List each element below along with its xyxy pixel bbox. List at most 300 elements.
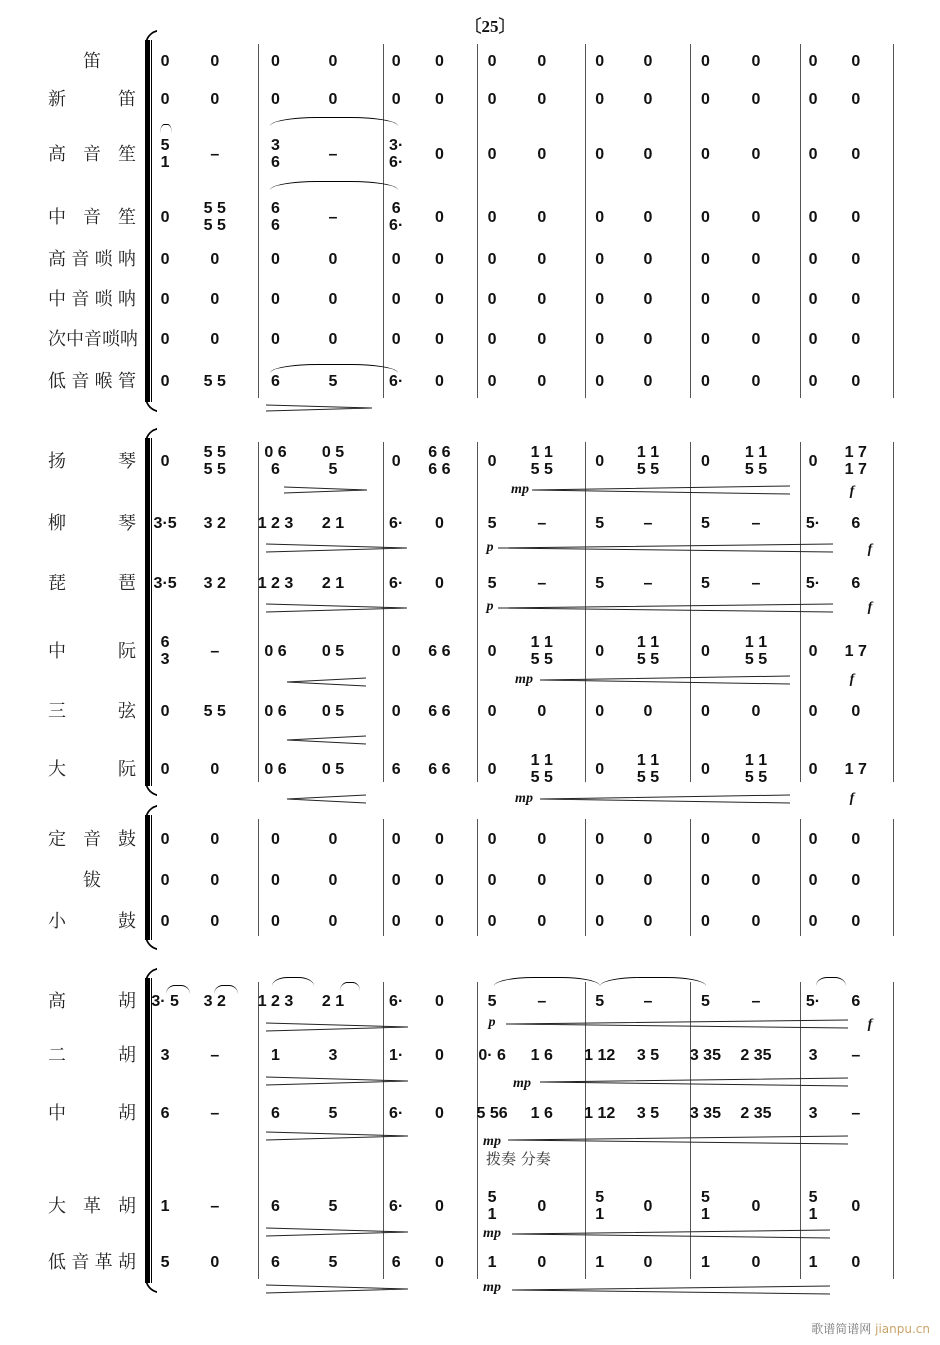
note-bowed-4-6-1: 0 (851, 1254, 861, 1271)
note-plucked-4-3-1: 0 (537, 703, 547, 720)
note-winds-7-6-0: 0 (808, 373, 818, 390)
dynamic-marking: mp (483, 1226, 501, 1241)
note-bowed-1-1-0: 1 (271, 1047, 280, 1064)
note-percussion-0-2-1: 0 (434, 831, 444, 848)
note-percussion-1-4-0: 0 (595, 872, 605, 889)
note-plucked-4-2-0: 0 (391, 703, 401, 720)
note-plucked-5-0-1: 0 (210, 761, 220, 778)
label-char: 胡 (117, 1252, 136, 1273)
note-plucked-2-1-1: 2 1 (321, 575, 345, 592)
note-plucked-5-6-1: 1 7 (844, 761, 867, 778)
section-bracket-winds (145, 40, 150, 402)
crescendo-hairpin (498, 604, 833, 612)
note-bowed-2-2-1: 0 (434, 1105, 444, 1122)
note-winds-7-5-1: 0 (751, 373, 761, 390)
note-winds-5-0-0: 0 (160, 291, 170, 308)
label-char: 唢 (94, 289, 113, 310)
note-winds-3-5-0: 0 (700, 209, 710, 226)
crescendo-hairpin (508, 1136, 848, 1144)
chord-stack (271, 138, 280, 172)
note-plucked-4-0-0: 0 (160, 703, 170, 720)
chord-stack (637, 753, 659, 787)
note-percussion-2-2-1: 0 (434, 913, 444, 930)
barline (383, 44, 384, 398)
note-plucked-0-5-0: 0 (700, 453, 710, 470)
note-bowed-0-6-1: 6 (851, 993, 861, 1010)
chord-note: 6 (271, 217, 280, 234)
label-char: 二 (48, 1045, 66, 1066)
note-winds-4-6-0: 0 (808, 251, 818, 268)
dynamic-marking: f (867, 600, 873, 615)
note-plucked-1-1-0: 1 2 3 (257, 515, 294, 532)
note-winds-1-0-0: 0 (160, 91, 170, 108)
note-winds-6-4-1: 0 (643, 331, 653, 348)
note-winds-2-1-0 (271, 138, 280, 172)
note-bowed-0-4-0: 5 (595, 993, 605, 1010)
note-plucked-2-4-0: 5 (595, 575, 605, 592)
note-plucked-2-1-0: 1 2 3 (257, 575, 294, 592)
note-winds-2-0-1: – (210, 146, 220, 163)
chord-stack (161, 635, 170, 669)
section-bracket-percussion (145, 815, 150, 940)
note-winds-7-4-0: 0 (595, 373, 605, 390)
instrument-label (48, 1044, 136, 1068)
note-plucked-3-5-1 (745, 635, 767, 669)
note-winds-6-3-1: 0 (537, 331, 547, 348)
note-winds-0-1-0: 0 (271, 53, 280, 70)
note-percussion-0-0-1: 0 (210, 831, 220, 848)
note-plucked-0-6-1 (845, 445, 867, 479)
note-winds-2-3-1: 0 (537, 146, 547, 163)
chord-note: 0 6 (264, 444, 287, 462)
slur-tie (340, 982, 360, 991)
note-bowed-1-5-0: 3 35 (689, 1047, 721, 1064)
chord-note: 6 (391, 200, 401, 218)
note-winds-4-2-0: 0 (391, 251, 401, 268)
chord-note: 5 (595, 1189, 605, 1207)
crescendo-hairpin (287, 795, 366, 803)
note-plucked-5-1-0: 0 6 (264, 761, 287, 778)
barline (383, 442, 384, 782)
instrument-label (48, 1195, 136, 1219)
note-plucked-5-4-0: 0 (595, 761, 605, 778)
chord-note: 5 5 (203, 200, 226, 218)
note-plucked-3-5-0: 0 (700, 643, 710, 660)
system-line (151, 40, 152, 402)
dynamic-marking: f (867, 542, 873, 557)
note-plucked-2-0-0: 3·5 (153, 575, 177, 592)
chord-stack (264, 445, 286, 479)
label-char: 音 (83, 829, 101, 850)
note-winds-5-6-1: 0 (851, 291, 861, 308)
note-plucked-3-0-1: – (210, 643, 220, 660)
note-bowed-1-4-0: 1 12 (584, 1047, 616, 1064)
note-plucked-0-1-0 (264, 445, 286, 479)
note-bowed-0-4-1: – (643, 993, 653, 1010)
note-bowed-3-0-1: – (210, 1198, 220, 1215)
note-bowed-4-0-1: 0 (210, 1254, 220, 1271)
instrument-label (48, 828, 136, 852)
crescendo-hairpin (287, 678, 366, 686)
label-char: 琶 (118, 573, 136, 594)
label-char: 中 (48, 1103, 66, 1124)
label-char: 管 (117, 371, 136, 392)
note-plucked-4-4-0: 0 (595, 703, 605, 720)
note-winds-1-6-0: 0 (808, 91, 818, 108)
note-plucked-4-1-0: 0 6 (264, 703, 287, 720)
note-winds-7-1-1: 5 (328, 373, 338, 390)
label-char: 中 (48, 207, 66, 228)
note-winds-7-3-1: 0 (537, 373, 547, 390)
note-bowed-3-4-1: 0 (643, 1198, 653, 1215)
note-winds-0-6-0: 0 (808, 53, 818, 70)
label-char: 大 (48, 1196, 66, 1217)
label-char: 中 (48, 289, 66, 310)
note-winds-0-3-0: 0 (487, 53, 497, 70)
instrument-label (48, 88, 136, 112)
note-winds-2-5-1: 0 (751, 146, 761, 163)
chord-note: 1 (700, 1206, 710, 1223)
note-bowed-0-3-0: 5 (487, 993, 497, 1010)
note-winds-3-4-0: 0 (595, 209, 605, 226)
performance-annotation: 拨奏 分奏 (486, 1150, 551, 1168)
note-percussion-0-3-0: 0 (487, 831, 497, 848)
label-char: 大 (48, 759, 66, 780)
note-plucked-5-3-1 (531, 753, 553, 787)
chord-stack (809, 1190, 818, 1224)
note-bowed-4-2-1: 0 (434, 1254, 444, 1271)
note-percussion-0-3-1: 0 (537, 831, 547, 848)
label-char: 高 (48, 249, 66, 270)
note-plucked-3-1-0: 0 6 (264, 643, 287, 660)
note-plucked-1-1-1: 2 1 (321, 515, 345, 532)
chord-note: 1 7 (844, 444, 867, 462)
note-winds-1-1-0: 0 (271, 91, 280, 108)
note-bowed-0-0-1: 3 2 (203, 993, 226, 1010)
note-winds-4-0-0: 0 (160, 251, 170, 268)
note-bowed-2-1-1: 5 (328, 1105, 338, 1122)
note-plucked-5-2-0: 6 (391, 761, 401, 778)
note-bowed-1-0-1: – (210, 1047, 220, 1064)
label-char: 笙 (118, 144, 136, 165)
note-plucked-2-3-1: – (537, 575, 547, 592)
note-bowed-4-1-0: 6 (271, 1254, 280, 1271)
note-bowed-3-2-1: 0 (434, 1198, 444, 1215)
note-bowed-1-6-0: 3 (808, 1047, 818, 1064)
slur-tie (494, 977, 600, 986)
label-char: 次 (48, 329, 66, 350)
barline (893, 44, 894, 398)
note-winds-4-5-1: 0 (751, 251, 761, 268)
note-percussion-2-6-0: 0 (808, 913, 818, 930)
instrument-label (48, 572, 136, 596)
note-winds-5-0-1: 0 (210, 291, 220, 308)
note-winds-4-6-1: 0 (851, 251, 861, 268)
note-percussion-1-3-0: 0 (487, 872, 497, 889)
label-char: 鼓 (118, 911, 136, 932)
note-winds-0-2-1: 0 (434, 53, 444, 70)
note-winds-6-1-1: 0 (328, 331, 338, 348)
chord-stack (204, 201, 226, 235)
note-winds-5-6-0: 0 (808, 291, 818, 308)
note-plucked-1-3-0: 5 (487, 515, 497, 532)
chord-stack (845, 445, 867, 479)
note-winds-3-2-0 (389, 201, 403, 235)
note-percussion-1-5-1: 0 (751, 872, 761, 889)
chord-note: 5 5 (530, 461, 553, 478)
note-winds-7-2-1: 0 (434, 373, 444, 390)
chord-note: 5 (160, 137, 170, 155)
note-bowed-4-6-0: 1 (808, 1254, 818, 1271)
label-char: 低 (48, 1252, 66, 1273)
note-plucked-1-0-1: 3 2 (203, 515, 226, 532)
note-plucked-5-1-1: 0 5 (321, 761, 345, 778)
note-plucked-1-0-0: 3·5 (153, 515, 177, 532)
label-char: 胡 (118, 1196, 136, 1217)
note-plucked-2-4-1: – (643, 575, 653, 592)
dynamic-marking: mp (515, 672, 533, 687)
chord-stack (389, 138, 403, 172)
note-winds-0-2-0: 0 (391, 53, 401, 70)
note-plucked-1-6-1: 6 (851, 515, 861, 532)
chord-note: 1 (808, 1206, 818, 1223)
chord-note: 1 (160, 154, 170, 171)
chord-stack (271, 201, 280, 235)
note-plucked-3-2-1: 6 6 (428, 643, 451, 660)
note-plucked-4-3-0: 0 (487, 703, 497, 720)
note-winds-3-2-1: 0 (434, 209, 444, 226)
chord-stack (637, 635, 659, 669)
note-winds-0-0-0: 0 (160, 53, 170, 70)
chord-note: 5 (700, 1189, 710, 1207)
label-char: 音 (83, 144, 101, 165)
dynamic-marking: mp (511, 482, 529, 497)
note-bowed-3-1-1: 5 (328, 1198, 338, 1215)
instrument-label (48, 288, 136, 312)
crescendo-hairpin (540, 676, 790, 684)
slur-tie (270, 181, 398, 190)
note-plucked-1-3-1: – (537, 515, 547, 532)
dynamic-marking: f (849, 791, 855, 806)
note-plucked-3-4-0: 0 (595, 643, 605, 660)
chord-note: 5 5 (203, 444, 226, 462)
note-percussion-2-0-0: 0 (160, 913, 170, 930)
chord-note: 6 (271, 461, 280, 478)
chord-note: 5 5 (744, 769, 768, 786)
note-winds-4-1-0: 0 (271, 251, 280, 268)
note-winds-6-2-0: 0 (391, 331, 401, 348)
note-bowed-3-3-0 (488, 1190, 497, 1224)
note-plucked-1-6-0: 5· (805, 515, 821, 532)
note-plucked-3-3-1 (531, 635, 553, 669)
note-winds-5-4-0: 0 (595, 291, 605, 308)
note-winds-5-3-1: 0 (537, 291, 547, 308)
chord-stack (531, 753, 553, 787)
note-winds-3-3-0: 0 (487, 209, 497, 226)
note-bowed-0-6-0: 5· (805, 993, 821, 1010)
note-percussion-0-5-0: 0 (700, 831, 710, 848)
note-winds-2-6-1: 0 (851, 146, 861, 163)
note-bowed-4-4-1: 0 (643, 1254, 653, 1271)
barline (477, 819, 478, 936)
barline (258, 442, 259, 782)
note-winds-1-6-1: 0 (851, 91, 861, 108)
note-percussion-2-2-0: 0 (391, 913, 401, 930)
note-bowed-4-2-0: 6 (391, 1254, 401, 1271)
note-winds-0-4-1: 0 (643, 53, 653, 70)
label-char: 鼓 (118, 829, 136, 850)
note-winds-7-1-0: 6 (271, 373, 280, 390)
note-plucked-5-6-0: 0 (808, 761, 818, 778)
label-char: 笙 (118, 207, 136, 228)
chord-note: 5 (487, 1189, 497, 1207)
system-line (151, 438, 152, 786)
note-plucked-3-2-0: 0 (391, 643, 401, 660)
note-winds-1-0-1: 0 (210, 91, 220, 108)
instrument-label (48, 450, 136, 474)
barline (690, 819, 691, 936)
note-winds-2-4-0: 0 (595, 146, 605, 163)
note-plucked-4-0-1: 5 5 (203, 703, 226, 720)
note-percussion-2-5-1: 0 (751, 913, 761, 930)
note-winds-4-4-0: 0 (595, 251, 605, 268)
note-plucked-3-1-1: 0 5 (321, 643, 345, 660)
label-char: 高 (48, 144, 66, 165)
watermark (811, 1320, 930, 1337)
instrument-label (48, 1102, 136, 1126)
diminuendo-hairpin (266, 1285, 408, 1293)
crescendo-hairpin (540, 795, 790, 803)
instrument-label (48, 248, 136, 272)
note-bowed-3-3-1: 0 (537, 1198, 547, 1215)
chord-note: 5 5 (744, 461, 768, 478)
instrument-label (48, 758, 136, 782)
watermark-url: jianpu.cn (875, 1322, 930, 1336)
instrument-label (48, 370, 136, 394)
instrument-label (48, 512, 136, 536)
note-winds-5-5-1: 0 (751, 291, 761, 308)
note-bowed-3-0-0: 1 (160, 1198, 170, 1215)
chord-stack (531, 635, 553, 669)
note-plucked-0-6-0: 0 (808, 453, 818, 470)
note-bowed-4-3-0: 1 (487, 1254, 497, 1271)
chord-stack (531, 445, 553, 479)
note-percussion-1-4-1: 0 (643, 872, 653, 889)
note-percussion-1-0-1: 0 (210, 872, 220, 889)
label-char: 低 (48, 371, 66, 392)
note-bowed-3-5-0 (701, 1190, 710, 1224)
note-percussion-2-5-0: 0 (700, 913, 710, 930)
note-plucked-2-6-0: 5· (805, 575, 821, 592)
note-bowed-2-1-0: 6 (271, 1105, 280, 1122)
note-plucked-5-5-1 (745, 753, 767, 787)
chord-note: 1 7 (844, 461, 867, 478)
note-percussion-1-5-0: 0 (700, 872, 710, 889)
note-bowed-3-6-1: 0 (851, 1198, 861, 1215)
note-plucked-5-5-0: 0 (700, 761, 710, 778)
diminuendo-hairpin (266, 1132, 408, 1140)
note-winds-6-5-0: 0 (700, 331, 710, 348)
instrument-label (48, 990, 136, 1014)
note-winds-7-0-1: 5 5 (203, 373, 226, 390)
note-bowed-1-4-1: 3 5 (636, 1047, 660, 1064)
note-plucked-4-2-1: 6 6 (428, 703, 451, 720)
note-bowed-3-6-0 (809, 1190, 818, 1224)
slur-tie (600, 977, 706, 986)
note-plucked-2-6-1: 6 (851, 575, 861, 592)
note-percussion-1-2-1: 0 (434, 872, 444, 889)
note-bowed-2-6-1: – (851, 1105, 861, 1122)
note-bowed-4-5-1: 0 (751, 1254, 761, 1271)
chord-note: 1 1 (744, 752, 768, 770)
slur-tie (816, 977, 846, 986)
label-char: 阮 (118, 759, 136, 780)
slur-tie (272, 977, 314, 986)
note-bowed-4-3-1: 0 (537, 1254, 547, 1271)
note-bowed-2-4-0: 1 12 (584, 1105, 616, 1122)
note-percussion-1-6-1: 0 (851, 872, 861, 889)
note-plucked-2-0-1: 3 2 (203, 575, 226, 592)
note-percussion-1-1-1: 0 (328, 872, 338, 889)
note-percussion-1-3-1: 0 (537, 872, 547, 889)
chord-stack (745, 753, 767, 787)
label-char: 音 (83, 207, 101, 228)
note-bowed-1-0-0: 3 (160, 1047, 170, 1064)
note-plucked-4-4-1: 0 (643, 703, 653, 720)
note-winds-4-4-1: 0 (643, 251, 653, 268)
note-percussion-2-3-1: 0 (537, 913, 547, 930)
note-bowed-0-0-0: 3· 5 (151, 993, 179, 1010)
note-plucked-4-1-1: 0 5 (321, 703, 345, 720)
note-percussion-2-4-0: 0 (595, 913, 605, 930)
note-plucked-1-5-1: – (751, 515, 761, 532)
note-winds-3-6-1: 0 (851, 209, 861, 226)
barline (800, 819, 801, 936)
chord-note: 5 5 (744, 651, 768, 668)
note-winds-2-6-0: 0 (808, 146, 818, 163)
diminuendo-hairpin (266, 1023, 408, 1031)
barline (585, 819, 586, 936)
note-winds-6-0-0: 0 (160, 331, 170, 348)
dynamic-marking: p (486, 540, 494, 555)
label-char: 音 (71, 249, 90, 270)
note-winds-6-3-0: 0 (487, 331, 497, 348)
label-char: 柳 (48, 513, 66, 534)
section-bracket-bowed (145, 978, 150, 1283)
note-winds-3-1-0 (271, 201, 280, 235)
dynamic-marking: mp (515, 791, 533, 806)
note-plucked-5-2-1: 6 6 (428, 761, 451, 778)
diminuendo-hairpin (284, 487, 367, 493)
note-percussion-1-2-0: 0 (391, 872, 401, 889)
note-winds-7-6-1: 0 (851, 373, 861, 390)
note-winds-6-6-1: 0 (851, 331, 861, 348)
chord-note: 5 5 (636, 651, 660, 668)
note-winds-6-5-1: 0 (751, 331, 761, 348)
barline (383, 819, 384, 936)
label-char: 弦 (118, 701, 136, 722)
instrument-label (48, 1251, 136, 1275)
chord-note: 1 1 (530, 634, 553, 652)
note-percussion-0-5-1: 0 (751, 831, 761, 848)
chord-note: 3 (271, 137, 280, 155)
note-plucked-4-5-1: 0 (751, 703, 761, 720)
chord-note: 1 1 (636, 752, 660, 770)
note-plucked-0-0-0: 0 (160, 453, 170, 470)
note-bowed-0-2-1: 0 (434, 993, 444, 1010)
note-winds-7-5-0: 0 (700, 373, 710, 390)
label-char: 胡 (118, 1045, 136, 1066)
